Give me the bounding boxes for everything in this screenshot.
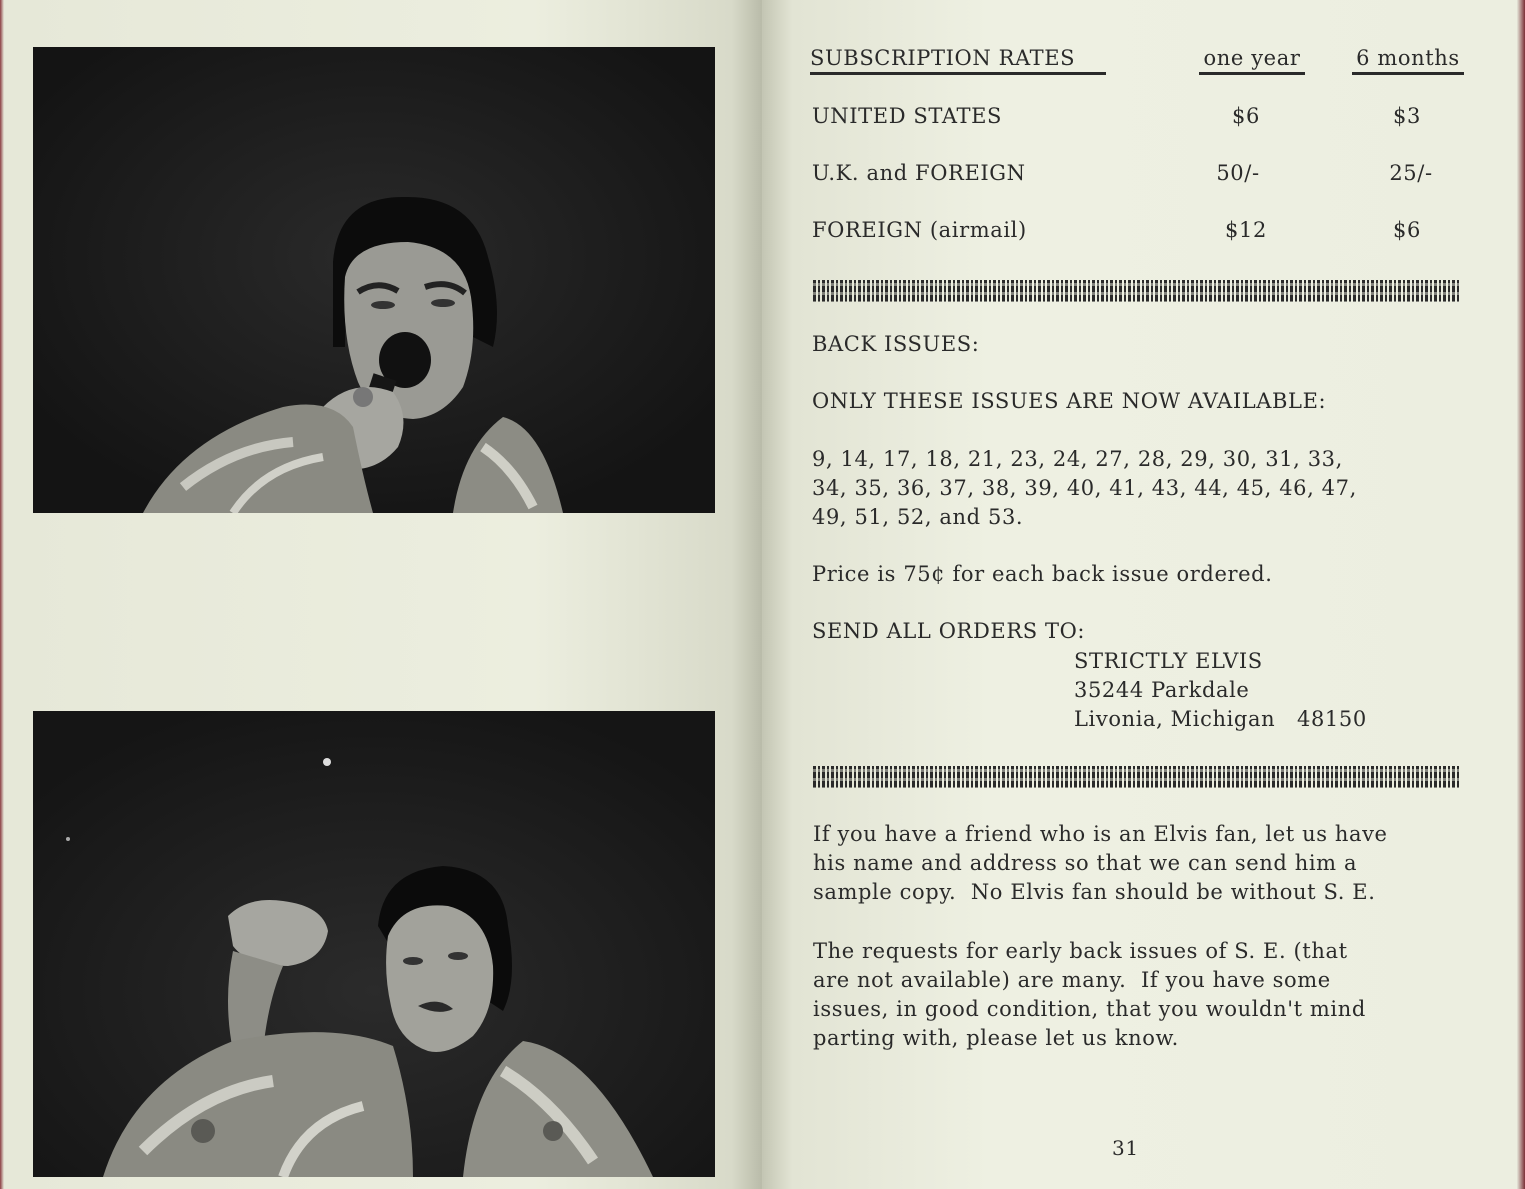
page-edge [1517, 0, 1525, 1189]
friend-paragraph-line: If you have a friend who is an Elvis fan, let us have [813, 822, 1388, 846]
price-note: Price is 75¢ for each back issue ordered. [812, 562, 1273, 586]
rate-region: UNITED STATES [812, 104, 1003, 128]
ornamental-divider [813, 280, 1459, 302]
requests-paragraph-line: parting with, please let us know. [813, 1026, 1179, 1050]
address-line: STRICTLY ELVIS [1074, 649, 1263, 673]
issue-list-line: 9, 14, 17, 18, 21, 23, 24, 27, 28, 29, 30, 31, 33, [812, 447, 1343, 471]
requests-paragraph-line: are not available) are many. If you have some [813, 968, 1331, 992]
rate-region: U.K. and FOREIGN [812, 161, 1026, 185]
orders-label: SEND ALL ORDERS TO: [812, 619, 1086, 643]
rate-one-year: $6 [1232, 104, 1260, 128]
friend-paragraph-line: sample copy. No Elvis fan should be without S. E. [813, 880, 1376, 904]
address-line: Livonia, Michigan 48150 [1074, 707, 1367, 731]
col-six-months: 6 months [1352, 46, 1464, 75]
back-issues-heading: BACK ISSUES: [812, 332, 980, 356]
rates-header: SUBSCRIPTION RATES [810, 46, 1106, 75]
rate-region: FOREIGN (airmail) [812, 218, 1027, 242]
rate-one-year: $12 [1225, 218, 1267, 242]
photo-singer-fist [33, 711, 715, 1177]
requests-paragraph-line: The requests for early back issues of S. E. (that [813, 939, 1348, 963]
friend-paragraph-line: his name and address so that we can send him a [813, 851, 1358, 875]
address-line: 35244 Parkdale [1074, 678, 1250, 702]
rate-one-year: 50/- [1216, 161, 1260, 185]
left-page [0, 0, 762, 1189]
requests-paragraph-line: issues, in good condition, that you wouldn't mind [813, 997, 1366, 1021]
page-edge [0, 0, 4, 1189]
ornamental-divider [813, 766, 1459, 788]
issue-list-line: 49, 51, 52, and 53. [812, 505, 1024, 529]
col-one-year: one year [1199, 46, 1305, 75]
photo-singer-microphone [33, 47, 715, 513]
issue-list-line: 34, 35, 36, 37, 38, 39, 40, 41, 43, 44, 45, 46, 47, [812, 476, 1357, 500]
rate-six-months: $6 [1393, 218, 1421, 242]
rate-six-months: $3 [1393, 104, 1421, 128]
rate-six-months: 25/- [1389, 161, 1433, 185]
available-heading: ONLY THESE ISSUES ARE NOW AVAILABLE: [812, 389, 1327, 413]
page-number: 31 [1112, 1136, 1139, 1160]
